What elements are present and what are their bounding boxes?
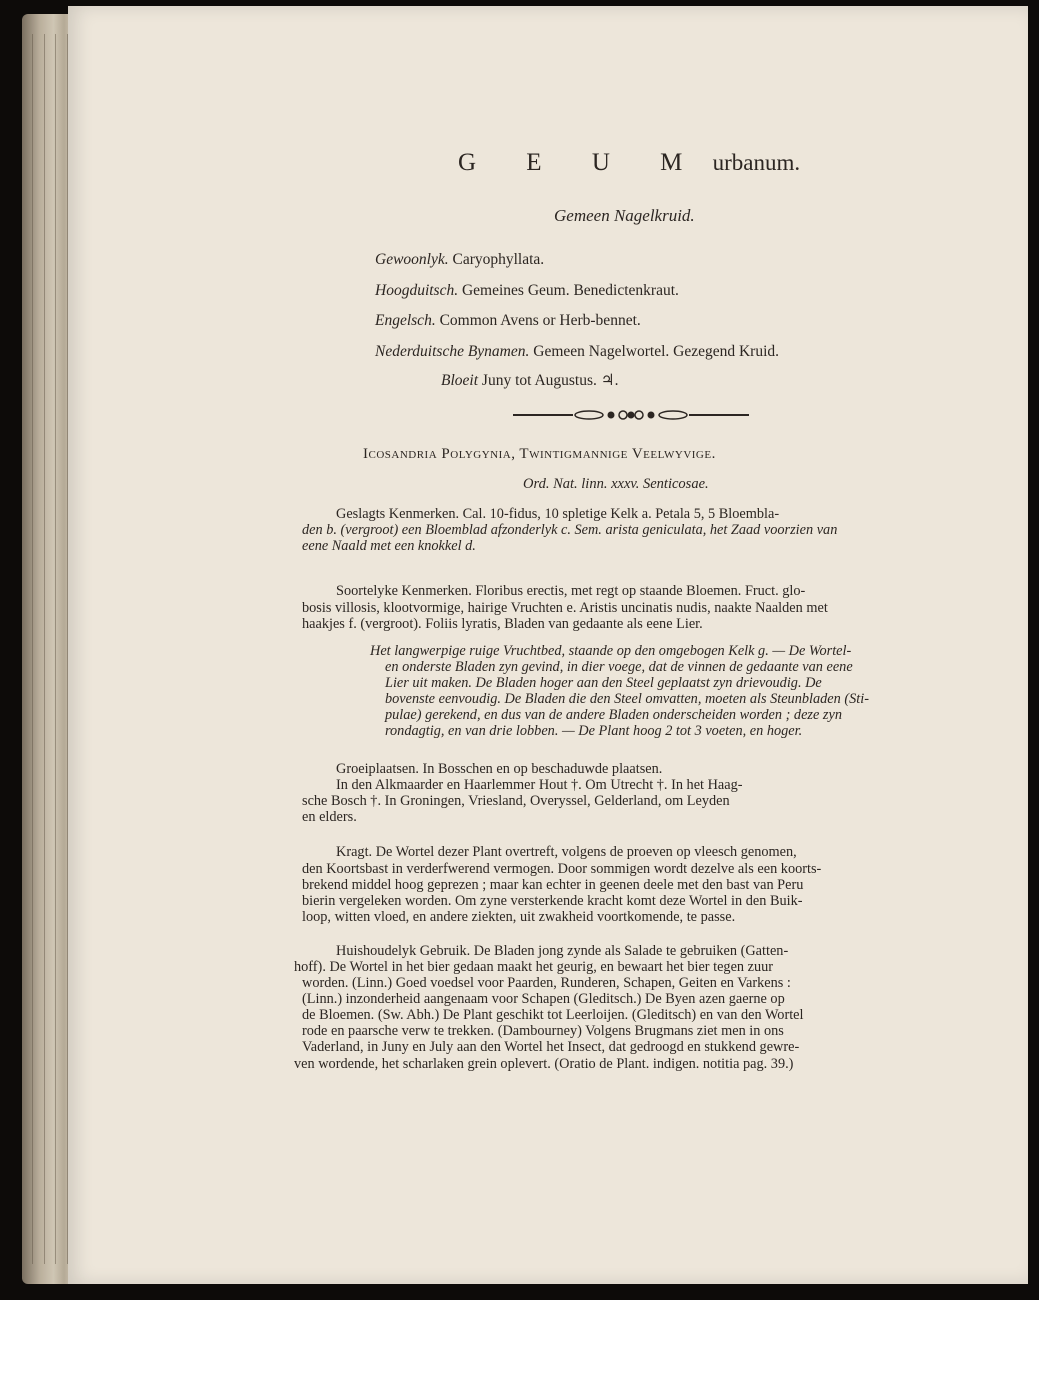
synonym-label: Engelsch. [375, 312, 436, 329]
text-line: eene Naald met een knokkel d. [302, 538, 476, 554]
bloom-line [441, 371, 619, 390]
text-line: Soortelyke Kenmerken. Floribus erectis, met regt op staande Bloemen. Fruct. glo- [336, 583, 806, 599]
text-line: rode en paarsche verw te trekken. (Dambourney) Volgens Brugmans ziet men in ons [302, 1023, 784, 1039]
text-line: Lier uit maken. De Bladen hoger aan den Steel geplaatst zyn drievoudig. De [385, 675, 822, 691]
synonym-value: Gemeen Nagelwortel. Gezegend Kruid. [533, 343, 780, 360]
text-line: den Koortsbast in verderfwerend vermogen. Door sommigen wordt dezelve als een koorts- [302, 861, 822, 877]
title-species: urbanum. [712, 150, 801, 175]
synonym-value: Caryophyllata. [452, 251, 545, 268]
text-line: den b. (vergroot) een Bloemblad afzonderlyk c. Sem. arista geniculata, het Zaad voorzien van [302, 522, 838, 538]
text-line: Huishoudelyk Gebruik. De Bladen jong zynde als Salade te gebruiken (Gatten- [336, 943, 789, 959]
text-line: haakjes f. (vergroot). Foliis lyratis, Bladen van gedaante als eene Lier. [302, 616, 703, 632]
synonym-label: Hoogduitsch. [375, 282, 459, 299]
bloom-value: Juny tot Augustus. ♃. [481, 372, 619, 389]
bottom-margin [0, 1300, 1039, 1390]
text-line: In den Alkmaarder en Haarlemmer Hout †. Om Utrecht †. In het Haag- [336, 777, 743, 793]
text-line: loop, witten vloed, en andere ziekten, uit zwakheid voortkomende, te passe. [302, 909, 736, 925]
synonym-value: Gemeines Geum. Benedictenkraut. [461, 282, 679, 299]
text-line: (Linn.) inzonderheid aangenaam voor Schapen (Gleditsch.) De Byen azen gaerne op [302, 991, 785, 1007]
book-page [68, 6, 1028, 1284]
text-line: en onderste Bladen zyn gevind, in dier voege, dat de vinnen de gedaante van eene [385, 659, 853, 675]
synonym-label: Nederduitsche Bynamen. [375, 343, 530, 360]
text-line: Kragt. De Wortel dezer Plant overtreft, volgens de proeven op vleesch genomen, [336, 844, 797, 860]
page-subtitle: Gemeen Nagelkruid. [554, 206, 695, 225]
text-line: pulae) gerekend, en dus van de andere Bladen onderscheiden worden ; deze zyn [385, 707, 842, 723]
synonym-line [375, 343, 779, 361]
text-line: rondagtig, en van drie lobben. — De Plant hoog 2 tot 3 voeten, en hoger. [385, 723, 803, 739]
text-line: Vaderland, in Juny en July aan den Wortel het Insect, dat gedroogd en stukkend gewre- [302, 1039, 800, 1055]
bloom-label: Bloeit [441, 372, 479, 389]
synonym-line [375, 282, 679, 300]
text-line: bierin vergeleken worden. Om zyne versterkende kracht komt deze Wortel in den Buik- [302, 893, 803, 909]
text-line: de Bloemen. (Sw. Abh.) De Plant geschikt tot Leerloijen. (Gleditsch) en van den Wortel [302, 1007, 804, 1023]
text-line: Het langwerpige ruige Vruchtbed, staande op den omgebogen Kelk g. — De Wortel- [370, 643, 852, 659]
text-line: worden. (Linn.) Goed voedsel voor Paarden, Runderen, Schapen, Geiten en Varkens : [302, 975, 791, 991]
title-genus: G E U M [458, 149, 705, 176]
synonym-line [375, 312, 641, 330]
order-line: Ord. Nat. linn. xxxv. Senticosae. [523, 476, 709, 492]
synonym-line [375, 251, 544, 269]
ornament-rule-icon [513, 407, 749, 423]
text-line: en elders. [302, 809, 357, 825]
text-line: bovenste eenvoudig. De Bladen die den Steel omvatten, moeten als Steunbladen (Sti- [385, 691, 869, 707]
synonym-label: Gewoonlyk. [375, 251, 449, 268]
synonym-value: Common Avens or Herb-bennet. [439, 312, 641, 329]
text-line: brekend middel hoog geprezen ; maar kan echter in geenen deele met den bast van Peru [302, 877, 804, 893]
text-line: sche Bosch †. In Groningen, Vriesland, Overyssel, Gelderland, om Leyden [302, 793, 730, 809]
class-line: Icosandria Polygynia, Twintigmannige Veelwyvige. [363, 446, 716, 462]
page-title [458, 149, 800, 177]
text-line: ven wordende, het scharlaken grein oplevert. (Oratio de Plant. indigen. notitia pag. 39.) [294, 1056, 794, 1072]
text-line: hoff). De Wortel in het bier gedaan maakt het geurig, en bewaart het bier tegen zuur [294, 959, 774, 975]
text-line: Geslagts Kenmerken. Cal. 10-fidus, 10 spletige Kelk a. Petala 5, 5 Bloembla- [336, 506, 780, 522]
text-line: bosis villosis, klootvormige, hairige Vruchten e. Aristis uncinatis nudis, naakte Naalden met [302, 600, 828, 616]
text-line: Groeiplaatsen. In Bosschen en op beschaduwde plaatsen. [336, 761, 663, 777]
